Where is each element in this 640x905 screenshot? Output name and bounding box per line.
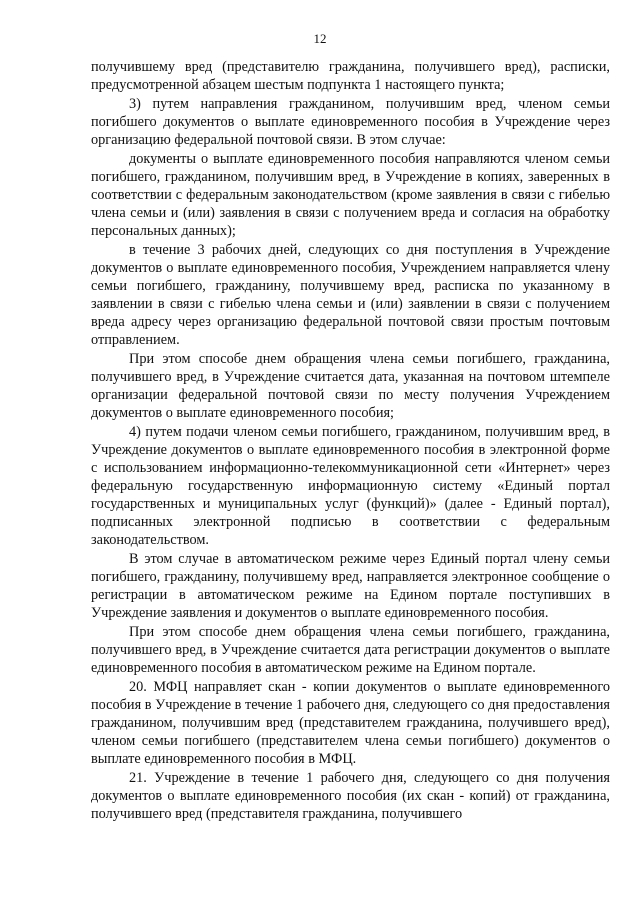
- page-number: 12: [313, 31, 327, 46]
- paragraph: документы о выплате единовременного пособия направляются членом семьи погибшего, гражданином, получившим вред, в Учреждение в копиях, заверенных в соответствии с федеральным законодательством (кроме заявления в связи с гибелью члена семьи и (или) заявления в связи с получением вреда и согласия на обработку персональных данных);: [91, 151, 610, 239]
- paragraph: При этом способе днем обращения члена семьи погибшего, гражданина, получившего вред, в Учреждение считается дата, указанная на почтовом штемпеле организации федеральной почтовой связи по месту получения Учреждением документов о выплате единовременного пособия;: [91, 351, 610, 421]
- paragraph: в течение 3 рабочих дней, следующих со дня поступления в Учреждение документов о выплате единовременного пособия, Учреждением направляется члену семьи погибшего, гражданину, получившему вред, расписка по указанному в заявлении в связи с гибелью члена семьи и (или) заявлении в связи с получением вреда адресу через организацию федеральной почтовой связи простым почтовым отправлением.: [91, 242, 610, 348]
- paragraph: При этом способе днем обращения члена семьи погибшего, гражданина, получившего вред, в Учреждение считается дата регистрации документов о выплате единовременного пособия в автоматическом режиме на Едином портале.: [91, 624, 610, 676]
- paragraph-continuation: получившему вред (представителю гражданина, получившего вред), расписки, предусмотренной абзацем шестым подпункта 1 настоящего пункта;: [91, 59, 610, 93]
- document-body: [91, 58, 610, 824]
- paragraph-item-4-portal: 4) путем подачи членом семьи погибшего, гражданином, получившим вред, в Учреждение документов о выплате единовременного пособия в электронной форме с использованием информационно-телекоммуникационной сети «Интернет» через федеральную государственную информационную систему «Единый портал государственных и муниципальных услуг (функций)» (далее - Единый портал), подписанных электронной подписью в соответствии с федеральным законодательством.: [91, 424, 610, 548]
- paragraph-section-21: 21. Учреждение в течение 1 рабочего дня, следующего со дня получения документов о выплате единовременного пособия (их скан - копий) от гражданина, получившего вред (представителя гражданина, получившего: [91, 770, 610, 822]
- paragraph-item-3-mail: 3) путем направления гражданином, получившим вред, членом семьи погибшего документов о выплате единовременного пособия в Учреждение через организацию федеральной почтовой связи. В этом случае:: [91, 96, 610, 148]
- paragraph-section-20: 20. МФЦ направляет скан - копии документов о выплате единовременного пособия в Учреждение в течение 1 рабочего дня, следующего со дня предоставления гражданином, получившим вред (представителем гражданина, получившего вред), членом семьи погибшего (представителем члена семьи погибшего) документов о выплате единовременного пособия в МФЦ.: [91, 679, 610, 767]
- paragraph: В этом случае в автоматическом режиме через Единый портал члену семьи погибшего, гражданину, получившему вред, направляется электронное сообщение о регистрации в автоматическом режиме на Едином портале поступивших в Учреждение заявления и документов о выплате единовременного пособия.: [91, 551, 610, 621]
